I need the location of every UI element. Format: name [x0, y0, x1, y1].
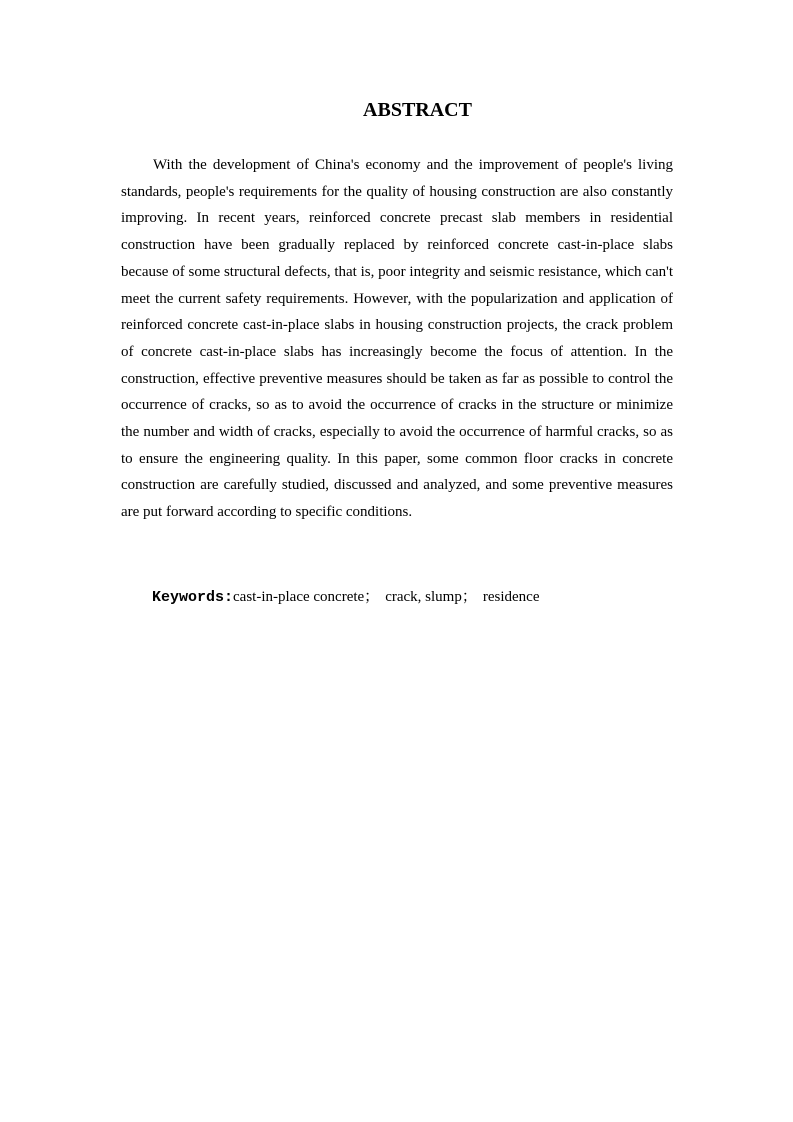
abstract-body: With the development of China's economy and the improvement of people's living standards, people's requirements for the quality of housing construction are also constantly improving. In recent years, reinforced concrete precast slab members in residential construction have been gradually replaced by reinforced concrete cast-in-place slabs because of some structural defects, that is, poor integrity and seismic resistance, which can't meet the current safety requirements. However, with the popularization and application of reinforced concrete cast-in-place slabs in housing construction projects, the crack problem of concrete cast-in-place slabs has increasingly become the focus of attention. In the construction, effective preventive measures should be taken as far as possible to control the occurrence of cracks, so as to avoid the occurrence of cracks in the structure or minimize the number and width of cracks, especially to avoid the occurrence of harmful cracks, so as to ensure the engineering quality. In this paper, some common floor cracks in concrete construction are carefully studied, discussed and analyzed, and some preventive measures are put forward according to specific conditions. — [121, 157, 673, 521]
abstract-title: ABSTRACT — [363, 99, 472, 121]
keyword-item: crack, slump； — [385, 589, 477, 605]
keywords-line — [152, 585, 692, 610]
keyword-item: cast-in-place concrete； — [233, 589, 380, 605]
keywords-label: Keywords: — [152, 589, 234, 606]
keyword-item: residence — [482, 589, 540, 605]
